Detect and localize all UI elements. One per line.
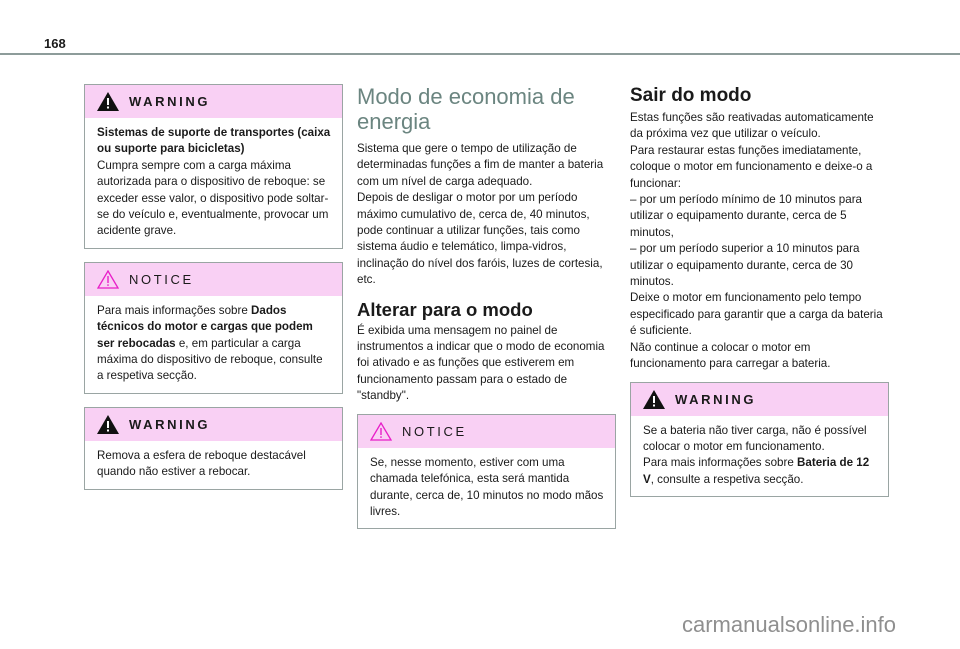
warning-title: WARNING (675, 391, 757, 407)
notice-reference: Dados técnicos do motor e cargas que podem ser rebocadas (97, 303, 313, 350)
warning-box (84, 407, 343, 490)
warning-icon (97, 415, 119, 434)
warning-title: WARNING (129, 416, 211, 432)
middle-column (357, 84, 616, 542)
warning-reference: Bateria de 12 V (643, 456, 870, 486)
paragraph: Para restaurar estas funções imediatamente, coloque o motor em funcionamento e deixe-o a funcionar: (630, 143, 873, 190)
subsection-title: Sair do modo (630, 85, 752, 106)
notice-title: NOTICE (129, 271, 194, 287)
right-column (630, 85, 889, 510)
paragraph: Sistema que gere o tempo de utilização de determinadas funções a fim de manter a bateria com um nível de carga adequado. (357, 142, 604, 188)
subsection-title: Alterar para o modo (357, 298, 533, 320)
warning-box (84, 84, 343, 249)
left-column (84, 84, 343, 503)
warning-text: Cumpra sempre com a carga máxima autorizada para o dispositivo de reboque: se exceder esse valor, o dispositivo pode soltar-se do veículo e, eventualmente, provocar um acidente grave. (97, 158, 329, 238)
list-item: – por um período mínimo de 10 minutos para utilizar o equipamento durante, cerca de 5 minutos, (630, 193, 862, 239)
warning-heading: Sistemas de suporte de transportes (caixa ou suporte para bicicletas) (97, 126, 331, 156)
warning-icon (97, 92, 119, 111)
notice-box (357, 414, 616, 530)
notice-text: Se, nesse momento, estiver com uma chamada telefónica, esta será mantida durante, cerca de, 10 minutos no modo mãos livres. (370, 455, 604, 518)
warning-text: Remova a esfera de reboque destacável quando não estiver a rebocar. (97, 448, 306, 479)
notice-text: Para mais informações sobre (97, 303, 252, 317)
paragraph: Depois de desligar o motor por um período máximo cumulativo de, cerca de, 40 minutos, pode continuar a utilizar funções, tais como sistema áudio e telemático, limpa-vidros, inclinação do nível dos faróis, luzes de cortesia, etc. (357, 191, 603, 287)
warning-text: , consulte a respetiva secção. (650, 472, 804, 486)
notice-text: e, em particular a carga máxima do dispositivo de reboque, consulte a respetiva secção. (97, 336, 323, 383)
section-title: Modo de economia de energia (357, 84, 575, 134)
notice-title: NOTICE (402, 423, 467, 439)
page-number: 168 (44, 36, 66, 51)
warning-text: Se a bateria não tiver carga, não é possível colocar o motor em funcionamento. (643, 423, 867, 453)
paragraph: Não continue a colocar o motor em funcionamento para carregar a bateria. (630, 340, 831, 371)
warning-title: WARNING (129, 94, 211, 109)
notice-icon (370, 422, 392, 441)
paragraph: É exibida uma mensagem no painel de instrumentos a indicar que o modo de economia foi ativado e as funções que estiverem em funcionamento passam para o estado de "standby". (357, 323, 605, 403)
paragraph: Estas funções são reativadas automaticamente da próxima vez que utilizar o veículo. (630, 111, 874, 141)
warning-icon (643, 390, 665, 409)
warning-box (630, 382, 889, 498)
list-item: – por um período superior a 10 minutos para utilizar o equipamento durante, cerca de 30 minutos. (630, 242, 860, 289)
notice-icon (97, 270, 119, 289)
notice-box (84, 262, 343, 394)
warning-text: Para mais informações sobre (643, 456, 798, 470)
header-divider (0, 53, 960, 55)
paragraph: Deixe o motor em funcionamento pelo tempo especificado para garantir que a carga da bateria é suficiente. (630, 291, 883, 338)
watermark: carmanualsonline.info (682, 612, 897, 637)
